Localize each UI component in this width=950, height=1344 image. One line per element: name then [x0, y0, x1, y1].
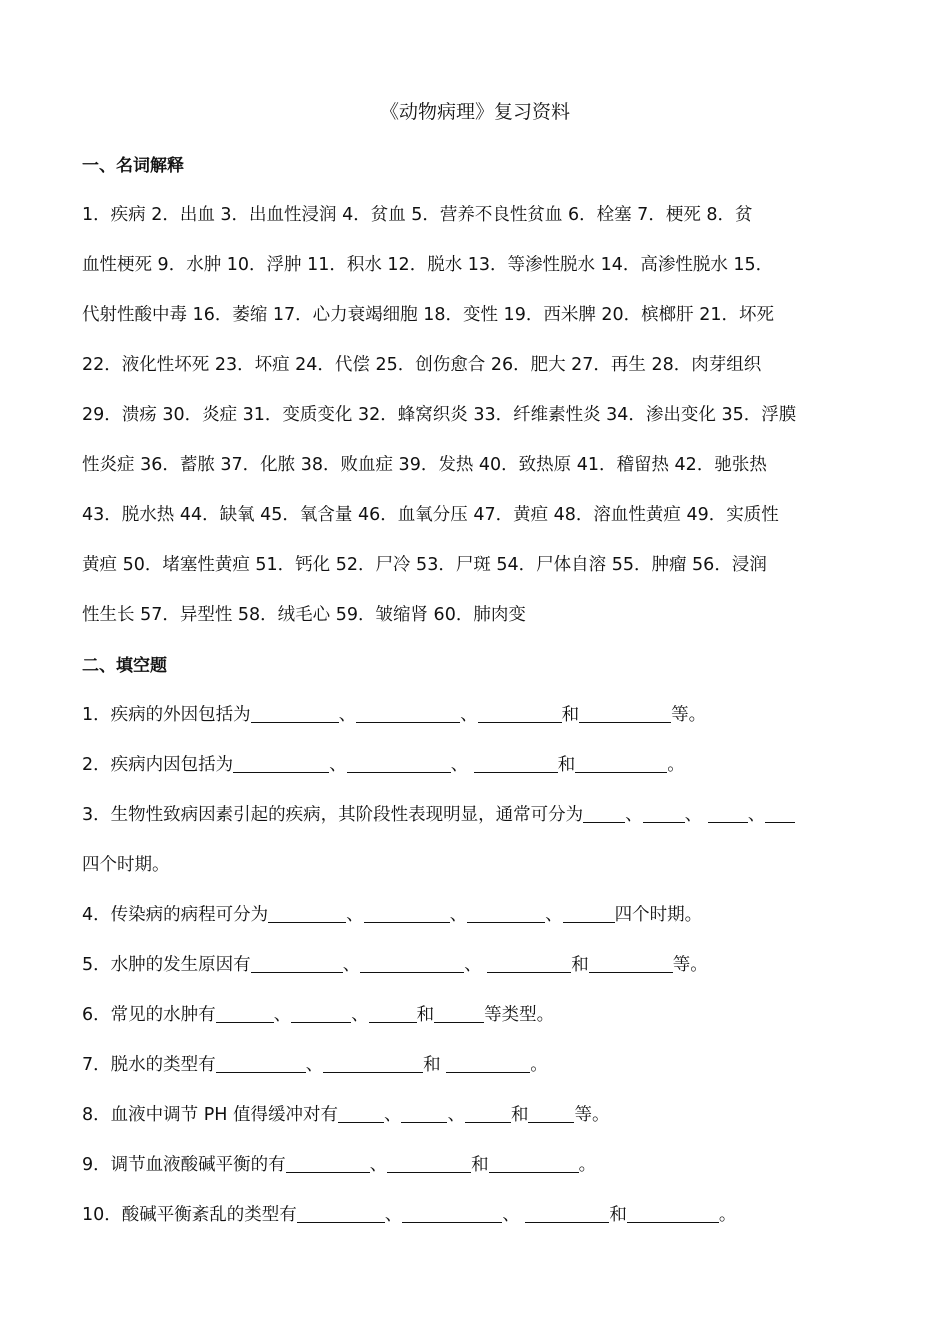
answer-blank[interactable]: [268, 904, 346, 923]
answer-blank[interactable]: [323, 1054, 423, 1073]
question-text: 1．疾病的外因包括为: [82, 705, 251, 725]
question-text: 10．酸碱平衡紊乱的类型有: [82, 1205, 297, 1225]
terms-line-3: 代射性酸中毒 16．萎缩 17．心力衰竭细胞 18．变性 19．西米脾 20．槟榔肝 21．坏死: [82, 305, 774, 325]
question-4: [82, 901, 702, 926]
answer-blank[interactable]: [627, 1204, 719, 1223]
question-1: [82, 701, 706, 726]
separator: 、: [684, 805, 708, 825]
answer-blank[interactable]: [401, 1104, 447, 1123]
question-ending: 等。: [672, 955, 708, 975]
question-9: [82, 1151, 596, 1176]
separator: 、: [383, 1105, 402, 1125]
answer-blank[interactable]: [467, 904, 545, 923]
answer-blank[interactable]: [563, 904, 615, 923]
separator: 、: [338, 705, 357, 725]
answer-blank[interactable]: [474, 754, 558, 773]
question-7: [82, 1051, 548, 1076]
separator: 、: [502, 1205, 526, 1225]
answer-blank[interactable]: [216, 1004, 274, 1023]
answer-blank[interactable]: [251, 954, 343, 973]
separator: 、: [449, 905, 468, 925]
separator: 和: [510, 1105, 529, 1125]
separator: 、: [369, 1155, 388, 1175]
separator: 、: [464, 955, 488, 975]
answer-blank[interactable]: [708, 804, 748, 823]
separator: 和: [571, 955, 589, 975]
separator: 、: [346, 905, 364, 925]
answer-blank[interactable]: [525, 1204, 609, 1223]
answer-blank[interactable]: [356, 704, 460, 723]
separator: 、: [384, 1205, 403, 1225]
answer-blank[interactable]: [387, 1154, 471, 1173]
separator: 和: [561, 705, 580, 725]
answer-blank[interactable]: [465, 1104, 511, 1123]
question-ending: 。: [530, 1055, 548, 1075]
terms-line-5: 29．溃疡 30．炎症 31．变质变化 32．蜂窝织炎 33．纤维素性炎 34．渗出变化 35．浮膜: [82, 405, 797, 425]
question-text: 5．水肿的发生原因有: [82, 955, 251, 975]
separator: 、: [447, 1105, 465, 1125]
question-text: 6．常见的水肿有: [82, 1005, 216, 1025]
question-5: [82, 951, 708, 976]
question-3: [82, 801, 795, 826]
answer-blank[interactable]: [446, 1054, 530, 1073]
terms-line-6: 性炎症 36．蓄脓 37．化脓 38．败血症 39．发热 40．致热原 41．稽留热 42．驰张热: [82, 455, 767, 475]
answer-blank[interactable]: [251, 704, 339, 723]
question-text: 9．调节血液酸碱平衡的有: [82, 1155, 286, 1175]
answer-blank[interactable]: [434, 1004, 484, 1023]
answer-blank[interactable]: [338, 1104, 384, 1123]
question-6: [82, 1001, 554, 1026]
question-3-continued: 四个时期。: [82, 855, 170, 875]
separator: 、: [305, 1055, 324, 1075]
question-ending: 等类型。: [484, 1005, 555, 1025]
answer-blank[interactable]: [575, 754, 667, 773]
separator: 、: [351, 1005, 369, 1025]
question-10: [82, 1201, 736, 1226]
answer-blank[interactable]: [297, 1204, 385, 1223]
answer-blank[interactable]: [360, 954, 464, 973]
answer-blank[interactable]: [233, 754, 329, 773]
answer-blank[interactable]: [478, 704, 562, 723]
answer-blank[interactable]: [583, 804, 625, 823]
question-ending: 等。: [671, 705, 707, 725]
terms-line-4: 22．液化性坏死 23．坏疽 24．代偿 25．创伤愈合 26．肥大 27．再生 28．肉芽组织: [82, 355, 762, 375]
separator: 、: [450, 755, 474, 775]
separator: 、: [342, 955, 361, 975]
answer-blank[interactable]: [347, 754, 451, 773]
question-8: [82, 1101, 609, 1126]
question-text: 2．疾病内因包括为: [82, 755, 234, 775]
question-text: 8．血液中调节 PH 值得缓冲对有: [82, 1105, 338, 1125]
question-ending: 等。: [574, 1105, 610, 1125]
answer-blank[interactable]: [765, 804, 795, 823]
document-title: 《动物病理》复习资料: [379, 101, 570, 123]
answer-blank[interactable]: [364, 904, 450, 923]
answer-blank[interactable]: [579, 704, 671, 723]
section-heading-blanks: 二、填空题: [82, 656, 167, 676]
separator: 、: [460, 705, 478, 725]
terms-line-2: 血性梗死 9．水肿 10．浮肿 11．积水 12．脱水 13．等渗性脱水 14．高渗性脱水 15．: [82, 255, 774, 275]
question-ending: 。: [718, 1205, 737, 1225]
terms-line-8: 黄疸 50．堵塞性黄疸 51．钙化 52．尸冷 53．尸斑 54．尸体自溶 55．肿瘤 56．浸润: [82, 555, 767, 575]
question-ending: 。: [667, 755, 685, 775]
separator: 、: [329, 755, 347, 775]
answer-blank[interactable]: [487, 954, 571, 973]
separator: 和: [609, 1205, 627, 1225]
terms-line-9: 性生长 57．异型性 58．绒毛心 59．皱缩肾 60．肺肉变: [82, 605, 526, 625]
separator: 、: [747, 805, 766, 825]
terms-line-7: 43．脱水热 44．缺氧 45．氧含量 46．血氧分压 47．黄疸 48．溶血性黄疸 49．实质性: [82, 505, 779, 525]
answer-blank[interactable]: [291, 1004, 351, 1023]
separator: 、: [545, 905, 563, 925]
answer-blank[interactable]: [286, 1154, 370, 1173]
separator: 、: [625, 805, 643, 825]
question-text: 3．生物性致病因素引起的疾病，其阶段性表现明显，通常可分为: [82, 805, 584, 825]
answer-blank[interactable]: [643, 804, 685, 823]
separator: 、: [273, 1005, 292, 1025]
question-text: 7．脱水的类型有: [82, 1055, 216, 1075]
question-text: 4．传染病的病程可分为: [82, 905, 269, 925]
terms-line-1: 1．疾病 2．出血 3．出血性浸润 4．贫血 5．营养不良性贫血 6．栓塞 7．梗死 8．贫: [82, 205, 753, 225]
question-ending: 。: [578, 1155, 597, 1175]
separator: 和: [416, 1005, 435, 1025]
answer-blank[interactable]: [489, 1154, 579, 1173]
section-heading-terms: 一、名词解释: [82, 156, 184, 176]
answer-blank[interactable]: [528, 1104, 574, 1123]
question-ending: 四个时期。: [614, 905, 703, 925]
question-2: [82, 751, 685, 776]
separator: 和: [557, 755, 576, 775]
answer-blank[interactable]: [589, 954, 673, 973]
answer-blank[interactable]: [402, 1204, 502, 1223]
answer-blank[interactable]: [369, 1004, 417, 1023]
separator: 和: [423, 1055, 447, 1075]
separator: 和: [471, 1155, 489, 1175]
answer-blank[interactable]: [216, 1054, 306, 1073]
